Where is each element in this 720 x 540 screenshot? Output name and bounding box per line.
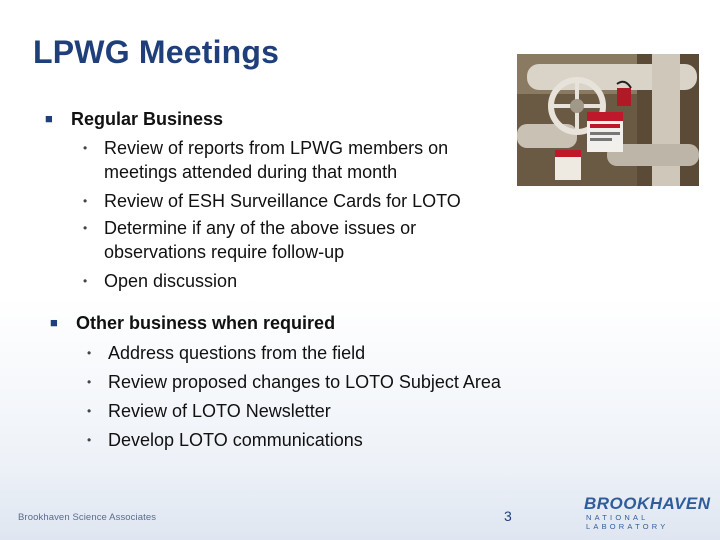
slide-title: LPWG Meetings [33,34,280,70]
dot-bullet-icon: • [83,221,88,235]
square-bullet-icon: ■ [50,315,58,330]
dot-bullet-icon: • [87,346,92,360]
dot-bullet-icon: • [83,141,88,155]
loto-photo [517,54,699,186]
square-bullet-icon: ■ [45,111,53,126]
dot-bullet-icon: • [83,274,88,288]
dot-bullet-icon: • [87,404,92,418]
section-label: Other business when required [76,313,336,333]
dot-bullet-icon: • [83,194,88,208]
page-number: 3 [504,508,512,524]
footer-org: Brookhaven Science Associates [18,512,157,523]
brookhaven-logo: BROOKHAVEN NATIONAL LABORATORY [584,494,711,531]
section-regular-business [45,109,505,131]
dot-bullet-icon: • [87,375,92,389]
slide: LPWG Meetings ■ Regular Business • Review of reports from LPWG members on meetings attended during that month • Review of ESH Surveillance Cards for LOTO • Determine if any of the above issues or observations require follow-up • Open discussion ■ Other business when required • Address questions from the field • Review proposed changes to LOTO Subject Area • Review of LOTO Newsletter • Develop LOTO communications Brookhaven Science Associates 3 BROOKHAVEN NATIONAL LABORATORY [0,0,720,540]
section-label: Regular Business [71,109,224,129]
section-other-business [50,313,510,335]
dot-bullet-icon: • [87,433,92,447]
